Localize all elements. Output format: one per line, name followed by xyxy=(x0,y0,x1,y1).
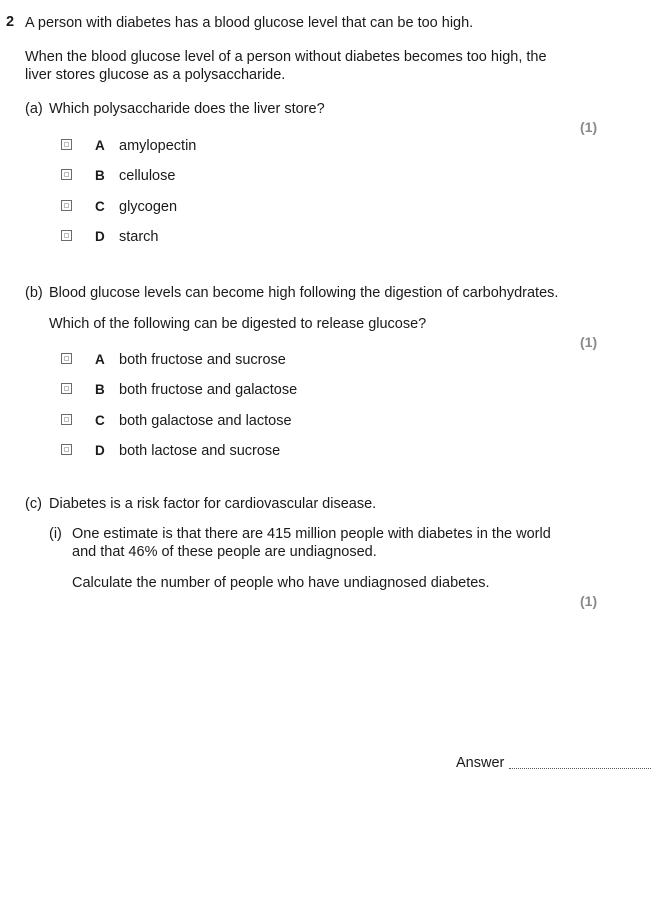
checkbox[interactable] xyxy=(61,383,72,394)
part-b-statement: Blood glucose levels can become high following the digestion of carbohydrates. xyxy=(49,285,559,301)
option-text: both fructose and sucrose xyxy=(119,352,286,368)
option-letter: D xyxy=(95,443,105,458)
part-c-statement: Diabetes is a risk factor for cardiovascular disease. xyxy=(49,496,377,512)
part-c-i-marks: (1) xyxy=(580,593,598,609)
part-b-prompt: Which of the following can be digested to release glucose? xyxy=(49,316,427,332)
option-text: both fructose and galactose xyxy=(119,382,298,398)
part-c-i-label: (i) xyxy=(49,526,62,542)
question-number: 2 xyxy=(6,14,15,30)
checkbox[interactable] xyxy=(61,414,72,425)
option-letter: A xyxy=(95,352,105,367)
part-c-i-line-1: One estimate is that there are 415 million people with diabetes in the world xyxy=(72,526,551,542)
checkbox[interactable] xyxy=(61,444,72,455)
option-letter: C xyxy=(95,413,105,428)
checkbox[interactable] xyxy=(61,169,72,180)
part-b-marks: (1) xyxy=(580,334,598,350)
option-text: amylopectin xyxy=(119,138,197,154)
option-text: cellulose xyxy=(119,168,176,184)
question-context-line-1: When the blood glucose level of a person without diabetes becomes too high, the xyxy=(25,49,547,65)
part-a-prompt: Which polysaccharide does the liver store? xyxy=(49,101,325,117)
option-text: starch xyxy=(119,229,159,245)
part-c-i-line-2: and that 46% of these people are undiagnosed. xyxy=(72,544,377,560)
part-c-i-prompt: Calculate the number of people who have undiagnosed diabetes. xyxy=(72,575,490,591)
option-letter: B xyxy=(95,382,105,397)
option-text: both lactose and sucrose xyxy=(119,443,281,459)
question-context-line-2: liver stores glucose as a polysaccharide. xyxy=(25,67,286,83)
answer-label: Answer xyxy=(456,755,505,771)
option-letter: D xyxy=(95,229,105,244)
part-a-marks: (1) xyxy=(580,119,598,135)
question-intro: A person with diabetes has a blood glucose level that can be too high. xyxy=(25,15,474,31)
option-letter: B xyxy=(95,168,105,183)
answer-line[interactable] xyxy=(509,768,651,769)
checkbox[interactable] xyxy=(61,200,72,211)
option-text: glycogen xyxy=(119,199,178,215)
part-b-label: (b) xyxy=(25,285,43,301)
part-c-label: (c) xyxy=(25,496,42,512)
checkbox[interactable] xyxy=(61,139,72,150)
part-a-label: (a) xyxy=(25,101,43,117)
option-letter: A xyxy=(95,138,105,153)
checkbox[interactable] xyxy=(61,353,72,364)
option-letter: C xyxy=(95,199,105,214)
option-text: both galactose and lactose xyxy=(119,413,292,429)
checkbox[interactable] xyxy=(61,230,72,241)
